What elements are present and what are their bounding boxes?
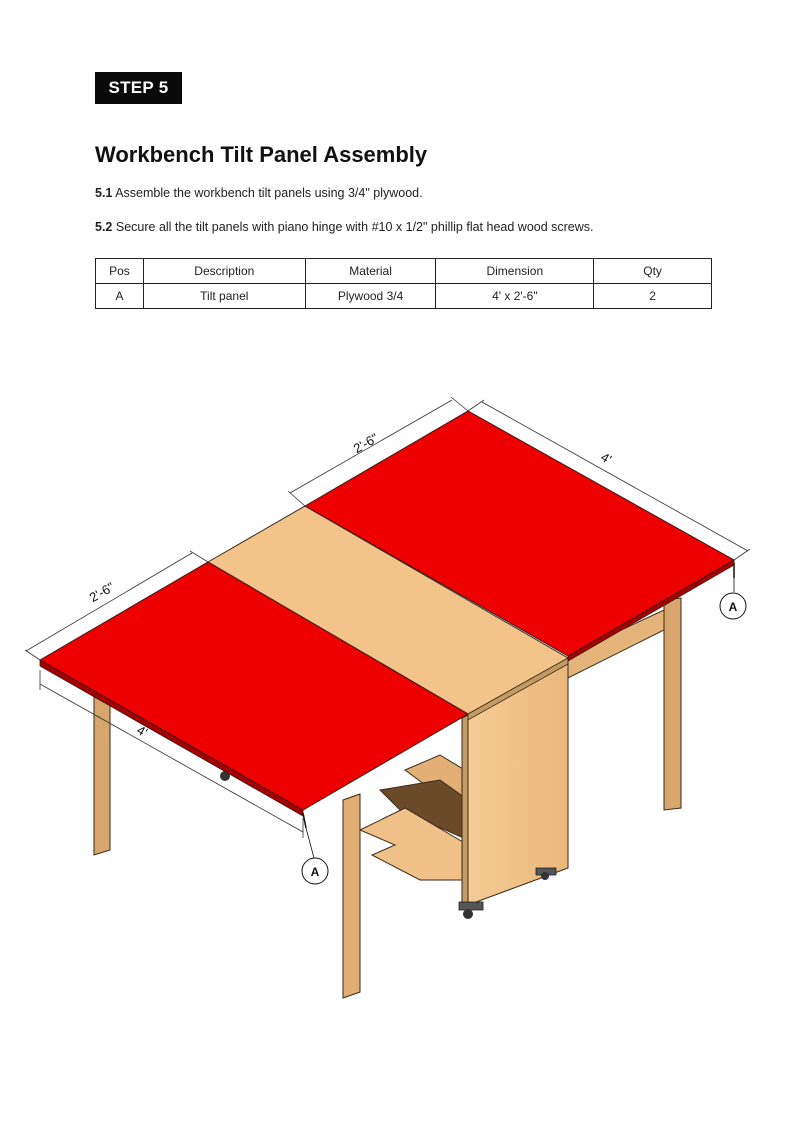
- dimension-label-left-width: 2'-6": [86, 579, 117, 606]
- header-cell-material: Material: [305, 259, 436, 284]
- cell-description: Tilt panel: [143, 284, 305, 309]
- caster-icon: [459, 902, 483, 919]
- instruction-number: 5.1: [95, 186, 113, 200]
- hinge-left: [303, 813, 306, 828]
- cell-dimension: 4' x 2'-6": [436, 284, 594, 309]
- instruction-number: 5.2: [95, 220, 113, 234]
- instruction-text: Assemble the workbench tilt panels using 3/4" plywood.: [115, 186, 423, 200]
- callout-a-right: [720, 578, 746, 619]
- leg-back-left: [94, 690, 110, 855]
- callout-label: A: [310, 865, 320, 879]
- header-cell-pos: Pos: [96, 259, 144, 284]
- header-cell-qty: Qty: [594, 259, 712, 284]
- dimension-label-right-length: 4': [598, 449, 615, 468]
- table-header-row: [96, 259, 712, 284]
- header-cell-description: Description: [143, 259, 305, 284]
- cell-material: Plywood 3/4: [305, 284, 436, 309]
- workbench-drawing: [0, 330, 794, 1030]
- dimension-label-left-length: 4': [134, 722, 151, 741]
- callout-label: A: [728, 600, 738, 614]
- cell-qty: 2: [594, 284, 712, 309]
- step-badge: STEP 5: [95, 72, 182, 104]
- leg-front-left: [343, 794, 360, 998]
- header-cell-dimension: Dimension: [436, 259, 594, 284]
- dimension-label-right-width: 2'-6": [350, 430, 381, 457]
- table-row: [96, 284, 712, 309]
- page-title: Workbench Tilt Panel Assembly: [95, 142, 428, 167]
- callout-a-left: [302, 828, 328, 884]
- cell-pos: A: [96, 284, 144, 309]
- instruction-text: Secure all the tilt panels with piano hinge with #10 x 1/2" phillip flat head wood screws.: [115, 220, 594, 234]
- leg-back-right: [664, 598, 681, 810]
- instruction-5-2: [95, 220, 594, 234]
- parts-table: [95, 258, 712, 309]
- cabinet-front-edge: [462, 715, 468, 905]
- instruction-5-1: [95, 186, 423, 200]
